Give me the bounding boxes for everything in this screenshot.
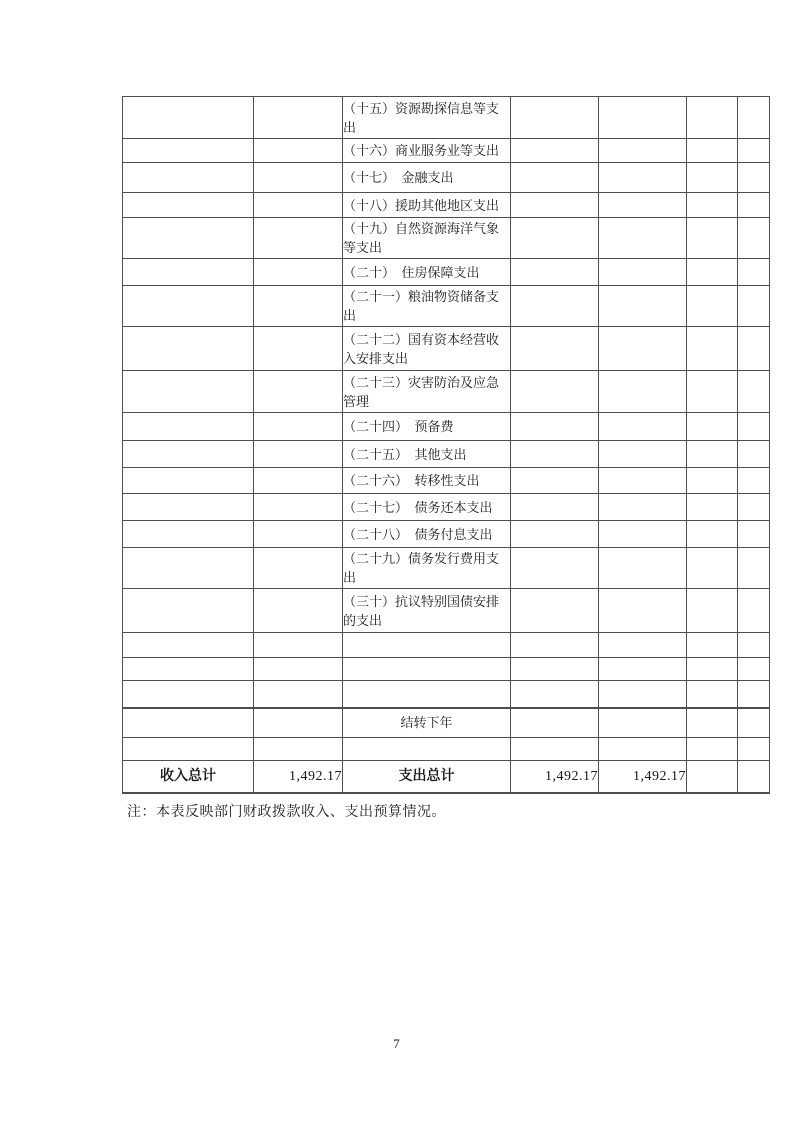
cell-gov-fund-budget bbox=[687, 633, 738, 658]
table-row bbox=[123, 259, 770, 286]
cell-general-public-budget bbox=[599, 548, 687, 589]
cell-income-amount bbox=[254, 193, 343, 218]
cell-income-amount bbox=[254, 548, 343, 589]
cell-state-capital-budget bbox=[738, 633, 770, 658]
table-row bbox=[123, 589, 770, 633]
cell-income-amount bbox=[254, 708, 343, 738]
cell-income-amount bbox=[254, 738, 343, 761]
cell-expense-total bbox=[511, 633, 599, 658]
cell-income-amount bbox=[254, 139, 343, 163]
table-row bbox=[123, 193, 770, 218]
cell-state-capital-budget bbox=[738, 413, 770, 441]
cell-state-capital-budget-total bbox=[738, 761, 770, 793]
table-row-carryover bbox=[123, 708, 770, 738]
cell-gov-fund-budget bbox=[687, 441, 738, 468]
cell-income-item bbox=[123, 327, 254, 371]
table-row bbox=[123, 413, 770, 441]
table-row bbox=[123, 371, 770, 413]
cell-expense-total bbox=[511, 286, 599, 327]
cell-income-item bbox=[123, 548, 254, 589]
cell-expense-total bbox=[511, 658, 599, 681]
cell-expense-total bbox=[511, 738, 599, 761]
cell-state-capital-budget bbox=[738, 738, 770, 761]
cell-gov-fund-budget bbox=[687, 139, 738, 163]
cell-income-item bbox=[123, 286, 254, 327]
cell-income-item bbox=[123, 97, 254, 139]
cell-expense-item bbox=[343, 633, 511, 658]
cell-general-public-budget bbox=[599, 738, 687, 761]
table-row-totals bbox=[123, 761, 770, 793]
cell-general-public-budget bbox=[599, 658, 687, 681]
cell-expense-total bbox=[511, 468, 599, 494]
cell-expense-item: （二十六） 转移性支出 bbox=[343, 468, 511, 494]
cell-general-public-budget bbox=[599, 286, 687, 327]
cell-general-public-budget bbox=[599, 163, 687, 193]
cell-general-public-budget bbox=[599, 259, 687, 286]
cell-income-amount bbox=[254, 589, 343, 633]
table-row bbox=[123, 738, 770, 761]
cell-income-amount bbox=[254, 494, 343, 521]
cell-expense-total bbox=[511, 589, 599, 633]
cell-income-item bbox=[123, 708, 254, 738]
cell-income-amount bbox=[254, 97, 343, 139]
cell-expense-item: （三十）抗议特别国债安排的支出 bbox=[343, 589, 511, 633]
cell-expense-item: （十五）资源勘探信息等支出 bbox=[343, 97, 511, 139]
cell-gov-fund-budget bbox=[687, 589, 738, 633]
table-footnote: 注：本表反映部门财政拨款收入、支出预算情况。 bbox=[127, 805, 446, 820]
table-row bbox=[123, 494, 770, 521]
cell-income-item bbox=[123, 371, 254, 413]
cell-expense-total bbox=[511, 139, 599, 163]
cell-expense-item: （二十三）灾害防治及应急管理 bbox=[343, 371, 511, 413]
cell-general-public-budget-total: 1,492.17 bbox=[599, 761, 687, 793]
cell-gov-fund-budget bbox=[687, 494, 738, 521]
cell-income-amount bbox=[254, 658, 343, 681]
cell-income-item bbox=[123, 658, 254, 681]
cell-general-public-budget bbox=[599, 327, 687, 371]
cell-expense-item: （二十七） 债务还本支出 bbox=[343, 494, 511, 521]
cell-income-item bbox=[123, 589, 254, 633]
cell-state-capital-budget bbox=[738, 286, 770, 327]
cell-gov-fund-budget bbox=[687, 738, 738, 761]
cell-income-amount bbox=[254, 413, 343, 441]
cell-gov-fund-budget bbox=[687, 371, 738, 413]
cell-expense-item: （二十五） 其他支出 bbox=[343, 441, 511, 468]
cell-expense-total bbox=[511, 681, 599, 708]
cell-expense-total bbox=[511, 218, 599, 259]
table-row bbox=[123, 681, 770, 708]
cell-income-item bbox=[123, 163, 254, 193]
table-row bbox=[123, 658, 770, 681]
cell-general-public-budget bbox=[599, 589, 687, 633]
cell-expense-item: （二十二）国有资本经营收入安排支出 bbox=[343, 327, 511, 371]
cell-expense-total bbox=[511, 441, 599, 468]
cell-state-capital-budget bbox=[738, 468, 770, 494]
cell-expense-item bbox=[343, 681, 511, 708]
cell-general-public-budget bbox=[599, 494, 687, 521]
cell-state-capital-budget bbox=[738, 681, 770, 708]
cell-general-public-budget bbox=[599, 97, 687, 139]
cell-general-public-budget bbox=[599, 633, 687, 658]
cell-income-item bbox=[123, 521, 254, 548]
cell-gov-fund-budget bbox=[687, 708, 738, 738]
cell-income-amount bbox=[254, 218, 343, 259]
cell-general-public-budget bbox=[599, 521, 687, 548]
cell-income-total-amount: 1,492.17 bbox=[254, 761, 343, 793]
cell-general-public-budget bbox=[599, 468, 687, 494]
page-number: 7 bbox=[393, 1036, 400, 1051]
cell-state-capital-budget bbox=[738, 327, 770, 371]
cell-expense-item: （二十九）债务发行费用支出 bbox=[343, 548, 511, 589]
table-row bbox=[123, 327, 770, 371]
cell-income-amount bbox=[254, 468, 343, 494]
cell-state-capital-budget bbox=[738, 658, 770, 681]
cell-gov-fund-budget bbox=[687, 327, 738, 371]
cell-expense-total bbox=[511, 193, 599, 218]
cell-expense-item: （十九）自然资源海洋气象等支出 bbox=[343, 218, 511, 259]
cell-state-capital-budget bbox=[738, 218, 770, 259]
cell-state-capital-budget bbox=[738, 494, 770, 521]
cell-income-amount bbox=[254, 681, 343, 708]
cell-state-capital-budget bbox=[738, 193, 770, 218]
cell-expense-total bbox=[511, 494, 599, 521]
table-row bbox=[123, 548, 770, 589]
cell-expense-total-label: 支出总计 bbox=[343, 761, 511, 793]
table-row bbox=[123, 468, 770, 494]
cell-income-amount bbox=[254, 259, 343, 286]
cell-gov-fund-budget bbox=[687, 413, 738, 441]
cell-gov-fund-budget bbox=[687, 468, 738, 494]
cell-expense-item bbox=[343, 738, 511, 761]
cell-gov-fund-budget bbox=[687, 218, 738, 259]
cell-expense-total bbox=[511, 708, 599, 738]
cell-general-public-budget bbox=[599, 139, 687, 163]
cell-general-public-budget bbox=[599, 218, 687, 259]
cell-general-public-budget bbox=[599, 371, 687, 413]
cell-general-public-budget bbox=[599, 708, 687, 738]
cell-expense-item: （二十） 住房保障支出 bbox=[343, 259, 511, 286]
cell-state-capital-budget bbox=[738, 163, 770, 193]
cell-income-item bbox=[123, 413, 254, 441]
cell-state-capital-budget bbox=[738, 371, 770, 413]
cell-expense-item: （十八）援助其他地区支出 bbox=[343, 193, 511, 218]
cell-gov-fund-budget bbox=[687, 681, 738, 708]
table-row bbox=[123, 633, 770, 658]
cell-gov-fund-budget bbox=[687, 521, 738, 548]
cell-general-public-budget bbox=[599, 413, 687, 441]
cell-expense-item: （二十四） 预备费 bbox=[343, 413, 511, 441]
cell-expense-total-amount: 1,492.17 bbox=[511, 761, 599, 793]
cell-expense-total bbox=[511, 413, 599, 441]
cell-gov-fund-budget bbox=[687, 658, 738, 681]
cell-income-item bbox=[123, 681, 254, 708]
cell-income-amount bbox=[254, 286, 343, 327]
cell-expense-total bbox=[511, 97, 599, 139]
cell-gov-fund-budget bbox=[687, 259, 738, 286]
cell-expense-total bbox=[511, 548, 599, 589]
cell-income-amount bbox=[254, 371, 343, 413]
cell-income-amount bbox=[254, 441, 343, 468]
cell-income-amount bbox=[254, 327, 343, 371]
cell-gov-fund-budget bbox=[687, 286, 738, 327]
cell-state-capital-budget bbox=[738, 548, 770, 589]
cell-state-capital-budget bbox=[738, 589, 770, 633]
table-row bbox=[123, 521, 770, 548]
table-row bbox=[123, 441, 770, 468]
cell-expense-item: 结转下年 bbox=[343, 708, 511, 738]
cell-expense-item: （十六）商业服务业等支出 bbox=[343, 139, 511, 163]
cell-income-item bbox=[123, 738, 254, 761]
cell-gov-fund-budget bbox=[687, 193, 738, 218]
cell-expense-total bbox=[511, 371, 599, 413]
cell-gov-fund-budget bbox=[687, 548, 738, 589]
cell-gov-fund-budget-total bbox=[687, 761, 738, 793]
cell-income-item bbox=[123, 139, 254, 163]
cell-income-item bbox=[123, 218, 254, 259]
table-row bbox=[123, 97, 770, 139]
cell-income-item bbox=[123, 494, 254, 521]
cell-state-capital-budget bbox=[738, 521, 770, 548]
cell-general-public-budget bbox=[599, 441, 687, 468]
cell-gov-fund-budget bbox=[687, 163, 738, 193]
cell-expense-item: （十七） 金融支出 bbox=[343, 163, 511, 193]
cell-general-public-budget bbox=[599, 681, 687, 708]
cell-expense-item: （二十八） 债务付息支出 bbox=[343, 521, 511, 548]
cell-general-public-budget bbox=[599, 193, 687, 218]
table-row bbox=[123, 218, 770, 259]
cell-state-capital-budget bbox=[738, 259, 770, 286]
cell-income-amount bbox=[254, 163, 343, 193]
cell-expense-total bbox=[511, 327, 599, 371]
cell-expense-item: （二十一）粮油物资储备支出 bbox=[343, 286, 511, 327]
cell-gov-fund-budget bbox=[687, 97, 738, 139]
cell-income-item bbox=[123, 468, 254, 494]
fiscal-appropriation-table bbox=[122, 96, 770, 794]
cell-expense-total bbox=[511, 259, 599, 286]
cell-expense-item bbox=[343, 658, 511, 681]
cell-income-amount bbox=[254, 633, 343, 658]
cell-income-amount bbox=[254, 521, 343, 548]
table-row bbox=[123, 286, 770, 327]
cell-state-capital-budget bbox=[738, 97, 770, 139]
cell-state-capital-budget bbox=[738, 441, 770, 468]
cell-income-item bbox=[123, 633, 254, 658]
cell-state-capital-budget bbox=[738, 139, 770, 163]
cell-state-capital-budget bbox=[738, 708, 770, 738]
cell-expense-total bbox=[511, 521, 599, 548]
table-row bbox=[123, 163, 770, 193]
cell-income-item bbox=[123, 259, 254, 286]
cell-income-item bbox=[123, 441, 254, 468]
table-row bbox=[123, 139, 770, 163]
cell-income-total-label: 收入总计 bbox=[123, 761, 254, 793]
cell-income-item bbox=[123, 193, 254, 218]
cell-expense-total bbox=[511, 163, 599, 193]
